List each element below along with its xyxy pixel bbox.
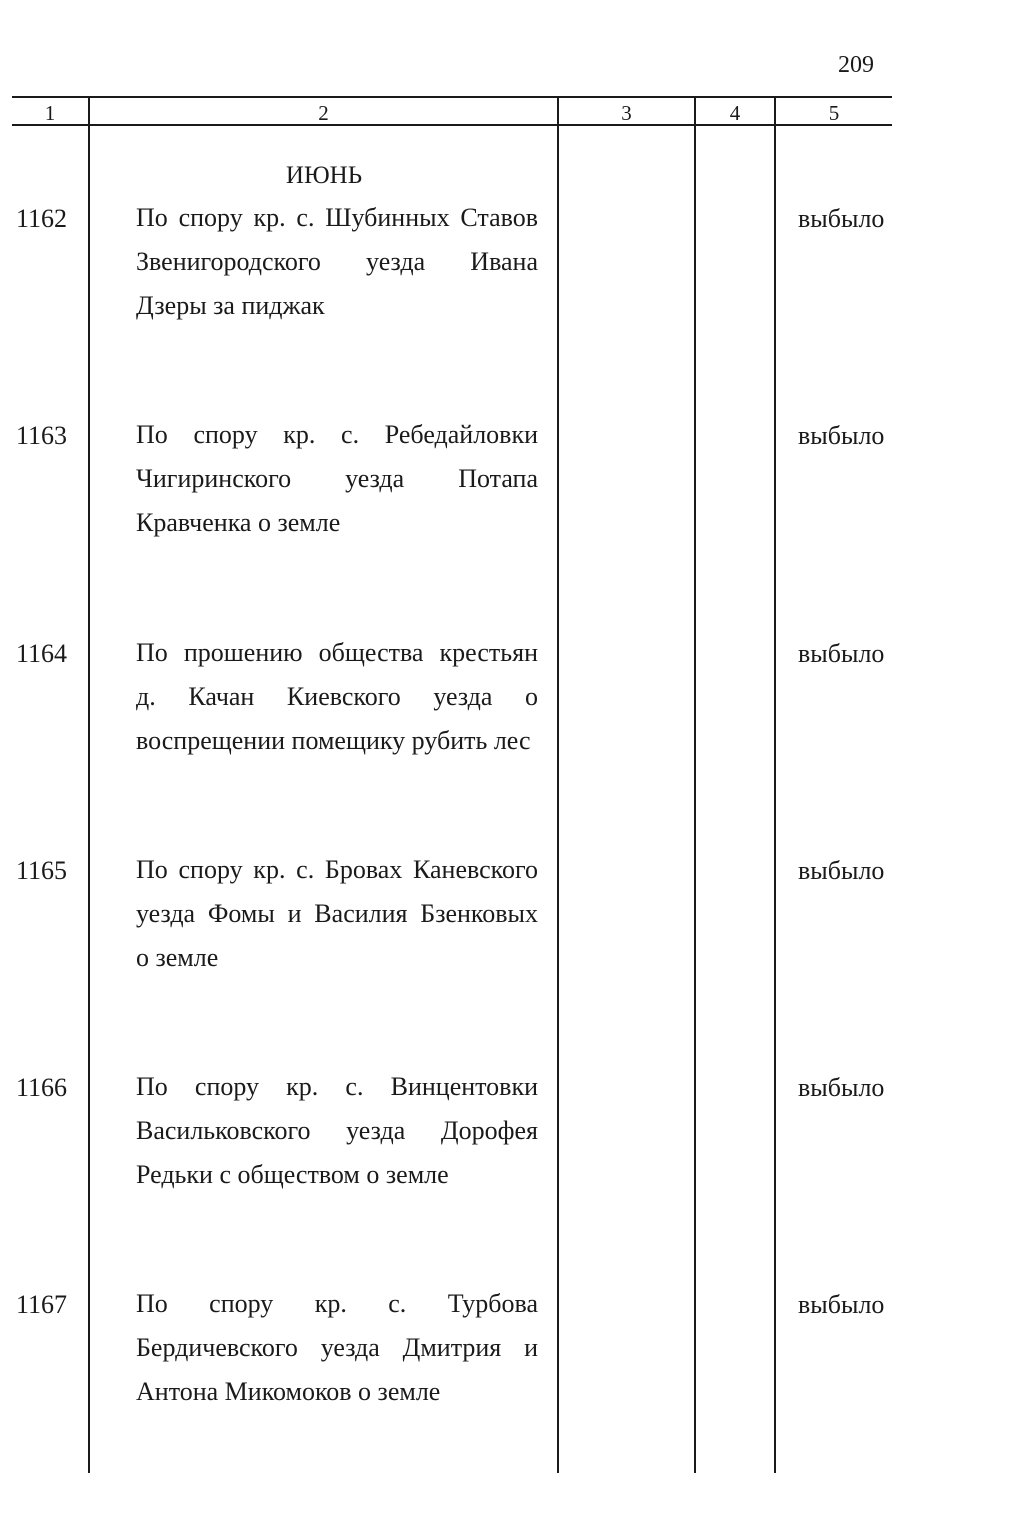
description-line: Бердичевского уезда Дмитрия и	[136, 1333, 538, 1362]
description-line: воспрещении помещику рубить лес	[136, 726, 531, 755]
description-line: По спору кр. с. Шубинных Ставов	[136, 203, 538, 232]
description-line: Редьки с обществом о земле	[136, 1160, 449, 1189]
description-line: По спору кр. с. Ребедайловки	[136, 420, 538, 449]
description-line: о земле	[136, 943, 219, 972]
column-header-2: 2	[318, 101, 329, 125]
entry-number: 1167	[16, 1290, 68, 1319]
column-divider-2	[557, 97, 559, 1473]
entry-number: 1162	[16, 204, 68, 233]
entry-number: 1165	[16, 856, 68, 885]
entry-status: выбыло	[798, 639, 885, 668]
page-number: 209	[838, 52, 874, 78]
entry-number: 1164	[16, 639, 68, 668]
description-line: д. Качан Киевского уезда о	[136, 682, 538, 711]
description-line: По спору кр. с. Бровах Каневского	[136, 855, 538, 884]
column-divider-1	[88, 97, 90, 1473]
description-line: По спору кр. с. Турбова	[136, 1289, 538, 1318]
description-line: Чигиринского уезда Потапа	[136, 464, 538, 493]
entry-status: выбыло	[798, 1073, 885, 1102]
description-line: Кравченка о земле	[136, 508, 341, 537]
entry-status: выбыло	[798, 1290, 885, 1319]
entry-description	[136, 196, 538, 328]
description-line: Звенигородского уезда Ивана	[136, 247, 538, 276]
entry-number: 1163	[16, 421, 68, 450]
column-header-1: 1	[44, 101, 56, 125]
entry-description	[136, 1065, 538, 1197]
entry-description	[136, 1282, 538, 1414]
entry-status: выбыло	[798, 421, 885, 450]
column-header-4: 4	[729, 101, 741, 125]
description-line: По прошению общества крестьян	[136, 638, 538, 667]
entry-description	[136, 848, 538, 980]
description-line: Васильковского уезда Дорофея	[136, 1116, 538, 1145]
entry-status: выбыло	[798, 856, 885, 885]
column-header-5: 5	[828, 101, 840, 125]
description-line: Дзеры за пиджак	[136, 291, 325, 320]
description-line: Антона Микомоков о земле	[136, 1377, 441, 1406]
entry-status: выбыло	[798, 204, 885, 233]
entry-description	[136, 413, 538, 545]
column-divider-4	[774, 97, 776, 1473]
description-line: По спору кр. с. Винцентовки	[136, 1072, 538, 1101]
month-heading: ИЮНЬ	[285, 162, 363, 189]
description-line: уезда Фомы и Василия Бзенковых	[136, 899, 538, 928]
table-top-rule	[12, 96, 892, 98]
column-divider-3	[694, 97, 696, 1473]
entry-description	[136, 631, 538, 763]
column-header-3: 3	[621, 101, 632, 125]
entry-number: 1166	[16, 1073, 68, 1102]
